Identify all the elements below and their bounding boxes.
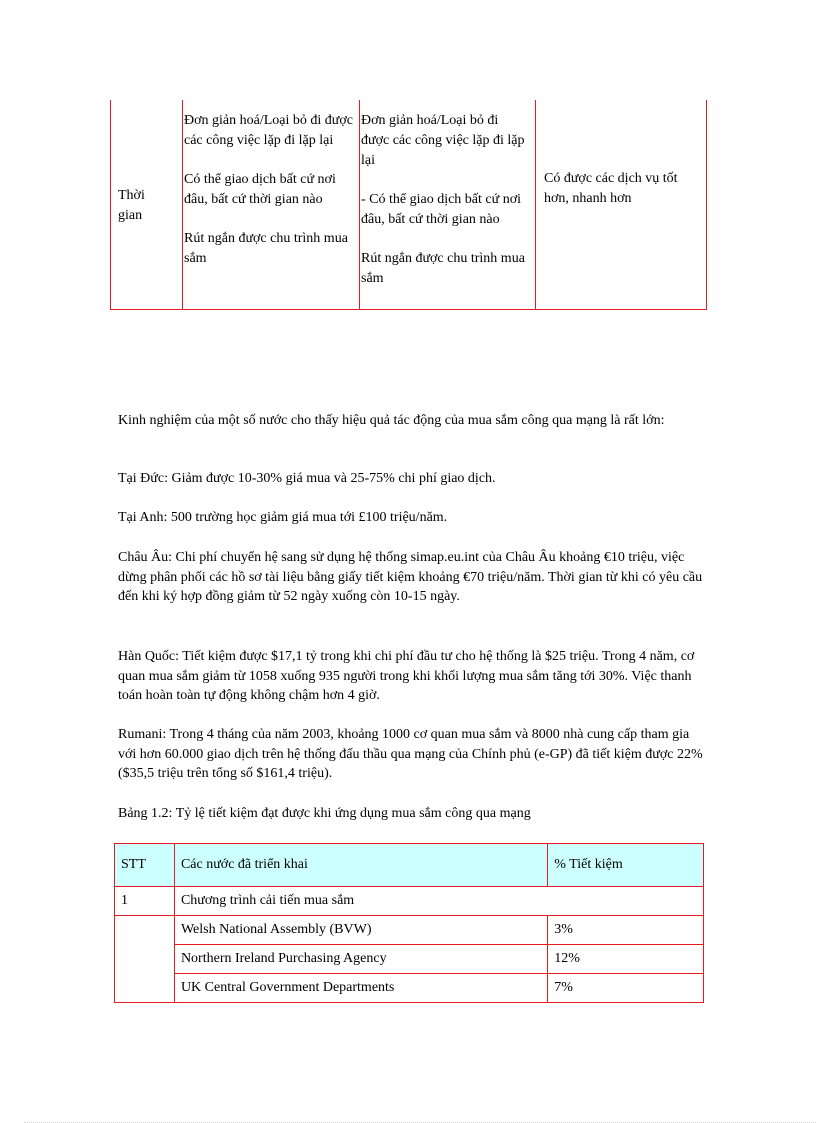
paragraph-romania: Rumani: Trong 4 tháng của năm 2003, khoảng 1000 cơ quan mua sắm và 8000 nhà cung cấp tham gia với hơn 60.000 giao dịch trên hệ thống đấu thầu qua mạng của Chính phủ (e-GP) đã tiết kiệm được 22% ($35,5 triệu trên tổng số $161,4 triệu). — [118, 727, 703, 781]
paragraph-intro: Kinh nghiệm của một số nước cho thấy hiệu quả tác động của mua sắm công qua mạng là rất lớn: — [118, 413, 665, 428]
table-row — [115, 945, 704, 974]
cell-line: Rút ngắn được chu trình mua sắm — [184, 231, 348, 266]
table-row — [115, 916, 704, 945]
paragraph-europe: Châu Âu: Chi phí chuyển hệ sang sử dụng hệ thống simap.eu.int của Châu Âu khoảng €10 triệu, việc dừng phân phối các hồ sơ tài liệu bằng giấy tiết kiệm khoảng €70 triệu/năm. Thời gian từ khi có yêu cầu đến khi ký hợp đồng giảm từ 52 ngày xuống còn 10-15 ngày. — [118, 550, 703, 604]
cell-line: Có thể giao dịch bất cứ nơi đâu, bất cứ thời gian nào — [184, 172, 336, 207]
top-table-col3 — [361, 111, 529, 289]
top-table-border — [359, 100, 360, 310]
empty-cell — [115, 916, 175, 1003]
cell-line: Đơn giản hoá/Loại bỏ đi được các công việc lặp đi lặp lại — [184, 113, 353, 148]
country-name: Northern Ireland Purchasing Agency — [174, 945, 547, 974]
savings-pct: 7% — [548, 974, 704, 1003]
cell-line: - Có thể giao dịch bất cứ nơi đâu, bất cứ thời gian nào — [361, 192, 522, 227]
table-row — [115, 974, 704, 1003]
table-caption: Bảng 1.2: Tỷ lệ tiết kiệm đạt được khi ứng dụng mua sắm công qua mạng — [118, 806, 531, 821]
section-number: 1 — [115, 887, 175, 916]
table-header-row — [115, 844, 704, 887]
row-label: Thời gian — [118, 188, 145, 223]
savings-pct: 3% — [548, 916, 704, 945]
header-countries: Các nước đã triển khai — [174, 844, 547, 887]
top-table-border — [110, 309, 707, 310]
cell-line: Đơn giản hoá/Loại bỏ đi được các công việc lặp đi lặp lại — [361, 113, 525, 168]
top-table-col4: Có được các dịch vụ tốt hơn, nhanh hơn — [544, 171, 678, 206]
savings-pct: 12% — [548, 945, 704, 974]
header-stt: STT — [115, 844, 175, 887]
paragraph-germany: Tại Đức: Giảm được 10-30% giá mua và 25-75% chi phí giao dịch. — [118, 471, 496, 486]
top-table-border — [182, 100, 183, 310]
country-name: UK Central Government Departments — [174, 974, 547, 1003]
top-table-border — [706, 100, 707, 310]
header-savings: % Tiết kiệm — [548, 844, 704, 887]
country-name: Welsh National Assembly (BVW) — [174, 916, 547, 945]
paragraph-korea: Hàn Quốc: Tiết kiệm được $17,1 tỷ trong khi chi phí đầu tư cho hệ thống là $25 triệu. Trong 4 năm, cơ quan mua sắm giảm từ 1058 xuống 935 người trong khi khối lượng mua sắm tăng tới 30%. Việc thanh toán hoàn toàn tự động không chậm hơn 4 giờ. — [118, 649, 695, 703]
top-table-border — [110, 100, 111, 310]
top-table-col2 — [184, 111, 354, 269]
savings-table — [114, 843, 704, 1003]
cell-line: Rút ngắn được chu trình mua sắm — [361, 251, 525, 286]
section-title: Chương trình cải tiến mua sắm — [174, 887, 703, 916]
top-table-border — [535, 100, 536, 310]
table-row — [115, 887, 704, 916]
paragraph-uk: Tại Anh: 500 trường học giảm giá mua tới £100 triệu/năm. — [118, 510, 448, 525]
